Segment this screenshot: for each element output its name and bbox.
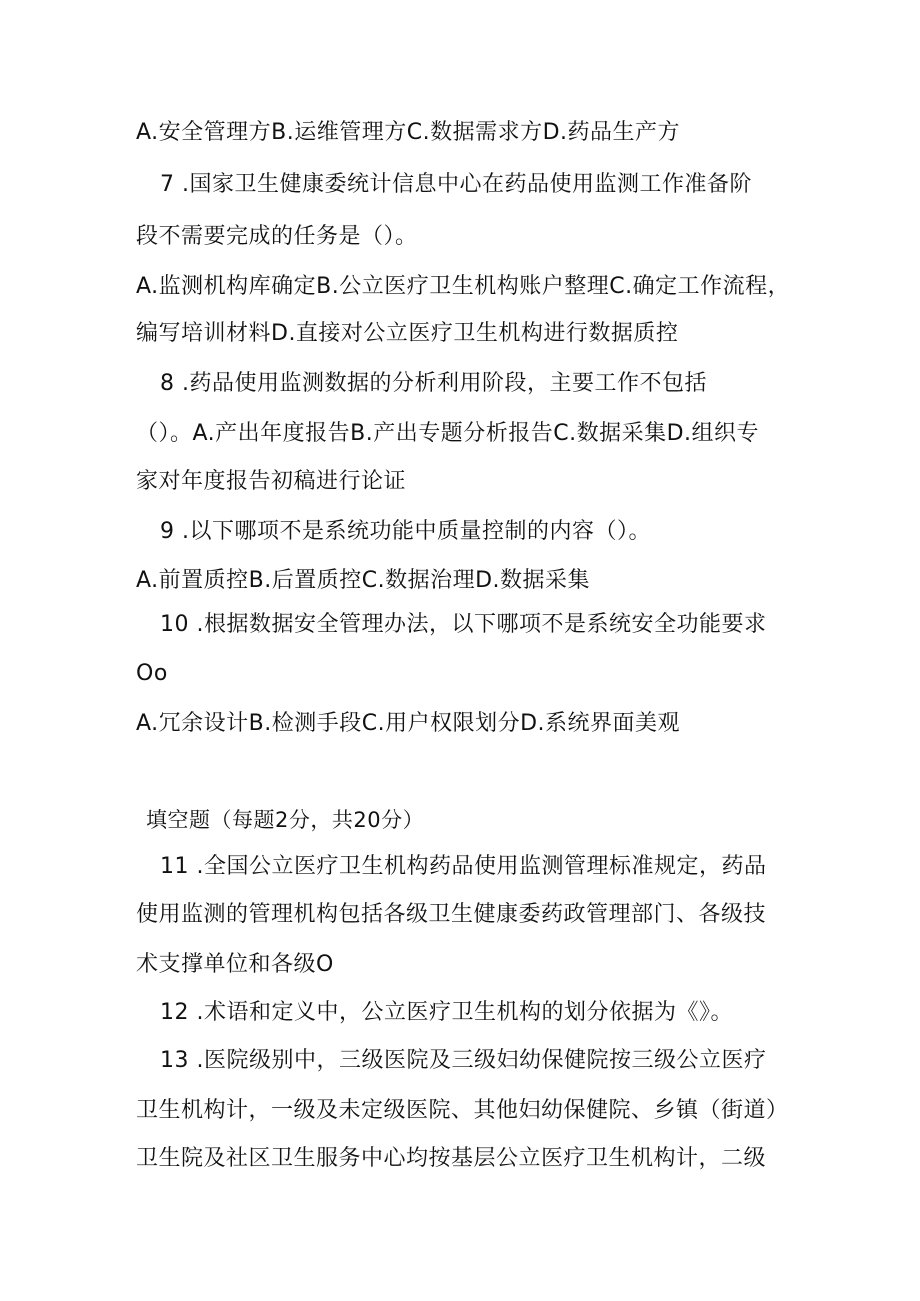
q13-stem-line-2: 卫生机构计，一级及未定级医院、其他妇幼保健院、乡镇（街道） (136, 1098, 789, 1123)
q8-stem-line-1: 8 .药品使用监测数据的分析利用阶段，主要工作不包括 (160, 371, 707, 396)
q11-stem-line-1: 11 .全国公立医疗卫生机构药品使用监测管理标准规定，药品 (160, 854, 767, 879)
q10-stem-line-2: Oo (136, 661, 168, 686)
q13-stem-line-3: 卫生院及社区卫生服务中心均按基层公立医疗卫生机构计，二级 (136, 1146, 767, 1171)
q6-options: A.安全管理方B.运维管理方C.数据需求方D.药品生产方 (136, 120, 681, 145)
q9-stem: 9 .以下哪项不是系统功能中质量控制的内容（）。 (160, 519, 651, 544)
q11-stem-line-2: 使用监测的管理机构包括各级卫生健康委药政管理部门、各级技 (136, 902, 767, 927)
q12-stem: 12 .术语和定义中，公立医疗卫生机构的划分依据为《》。 (160, 1000, 733, 1025)
q10-stem-line-1: 10 .根据数据安全管理办法，以下哪项不是系统安全功能要求 (160, 612, 767, 637)
q7-options-line-1: A.监测机构库确定B.公立医疗卫生机构账户整理C.确定工作流程， (136, 274, 791, 299)
q7-options-line-2: 编写培训材料D.直接对公立医疗卫生机构进行数据质控 (136, 321, 679, 346)
q9-options: A.前置质控B.后置质控C.数据治理D.数据采集 (136, 568, 591, 593)
q10-options: A.冗余设计B.检测手段C.用户权限划分D.系统界面美观 (136, 711, 681, 736)
section-heading-fill-in: 填空题（每题2分，共20分） (146, 808, 425, 832)
q13-stem-line-1: 13 .医院级别中，三级医院及三级妇幼保健院按三级公立医疗 (160, 1048, 767, 1073)
q8-stem-line-2: （）。A.产出年度报告B.产出专题分析报告C.数据采集D.组织专 (136, 421, 760, 446)
q7-stem-line-2: 段不需要完成的任务是（）。 (136, 224, 418, 249)
q7-stem-line-1: 7 .国家卫生健康委统计信息中心在药品使用监测工作准备阶 (160, 172, 752, 197)
q11-stem-line-3: 术支撑单位和各级O (136, 952, 334, 977)
q8-options-line-3: 家对年度报告初稿进行论证 (136, 469, 407, 494)
